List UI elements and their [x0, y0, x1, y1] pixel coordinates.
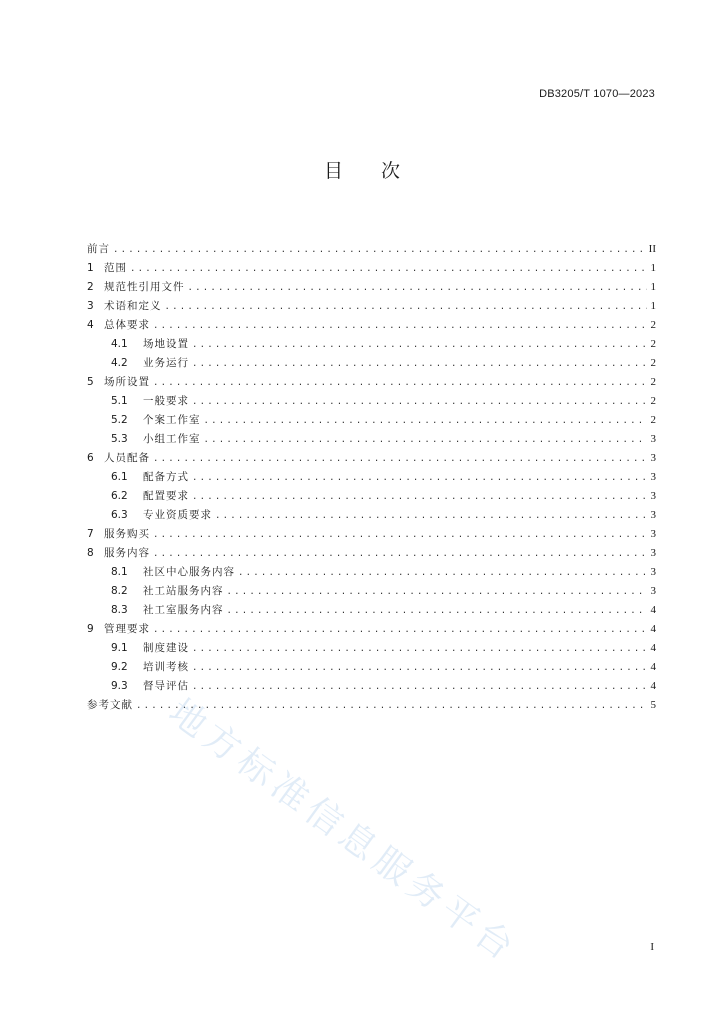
toc-entry-label: 社区中心服务内容: [143, 566, 235, 578]
toc-entry-number: 5.3: [111, 433, 128, 445]
toc-entry-page: 2: [650, 357, 656, 369]
toc-entry-label: 个案工作室: [143, 414, 201, 426]
toc-entry[interactable]: [87, 373, 656, 392]
toc-leader-dots: [153, 317, 647, 336]
toc-leader-dots: [192, 640, 647, 659]
toc-entry-label: 参考文献: [87, 699, 133, 711]
toc-entry[interactable]: [87, 259, 656, 278]
toc-title: [0, 156, 724, 183]
toc-entry-page: 4: [650, 623, 656, 635]
toc-entry[interactable]: [87, 449, 656, 468]
toc-entry-page: 4: [650, 661, 656, 673]
toc-leader-dots: [153, 374, 647, 393]
toc-leader-dots: [192, 469, 647, 488]
toc-entry-label: 配置要求: [143, 490, 189, 502]
toc-entry-label: 小组工作室: [143, 433, 201, 445]
toc-entry-number: 8.1: [111, 566, 128, 578]
toc-entry-page: 5: [650, 699, 656, 711]
toc-entry-page: 3: [650, 547, 656, 559]
toc-entry-number: 1: [87, 262, 94, 274]
toc-entry-label: 社工站服务内容: [143, 585, 224, 597]
toc-leader-dots: [113, 241, 646, 260]
toc-leader-dots: [227, 583, 648, 602]
toc-leader-dots: [136, 697, 647, 716]
toc-entry[interactable]: [87, 354, 656, 373]
toc-leader-dots: [204, 431, 648, 450]
toc-leader-dots: [192, 678, 647, 697]
toc-entry[interactable]: [87, 278, 656, 297]
toc-entry[interactable]: [87, 506, 656, 525]
toc-entry-label: 一般要求: [143, 395, 189, 407]
toc-entry-number: 6.1: [111, 471, 128, 483]
toc-entry-number: 8: [87, 547, 94, 559]
toc-leader-dots: [165, 298, 648, 317]
toc-entry-label: 督导评估: [143, 680, 189, 692]
toc-entry-number: 4.1: [111, 338, 128, 350]
toc-entry-number: 9.3: [111, 680, 128, 692]
toc-entry-number: 5.1: [111, 395, 128, 407]
toc-entry-label: 前言: [87, 243, 110, 255]
toc-leader-dots: [153, 450, 647, 469]
toc-entry[interactable]: [87, 544, 656, 563]
toc-entry-number: 6: [87, 452, 94, 464]
toc-entry-page: II: [648, 243, 656, 255]
toc-entry-label: 场地设置: [143, 338, 189, 350]
toc-entry-number: 5: [87, 376, 94, 388]
toc-entry[interactable]: [87, 411, 656, 430]
toc-entry-page: 3: [650, 528, 656, 540]
toc-entry-page: 2: [650, 338, 656, 350]
toc-entry-label: 术语和定义: [104, 300, 162, 312]
toc-entry-number: 6.2: [111, 490, 128, 502]
toc-entry-page: 2: [650, 376, 656, 388]
toc-entry-page: 3: [650, 509, 656, 521]
toc-entry[interactable]: [87, 677, 656, 696]
toc-leader-dots: [215, 507, 647, 526]
toc-entry-page: 4: [650, 604, 656, 616]
toc-entry-label: 社工室服务内容: [143, 604, 224, 616]
toc-entry-label: 服务内容: [104, 547, 150, 559]
toc-entry[interactable]: [87, 525, 656, 544]
toc-leader-dots: [153, 545, 647, 564]
toc-entry-page: 1: [650, 262, 656, 274]
toc-leader-dots: [153, 621, 647, 640]
toc-entry-page: 4: [650, 680, 656, 692]
toc-leader-dots: [192, 336, 647, 355]
toc-entry[interactable]: [87, 430, 656, 449]
toc-entry-page: 3: [650, 566, 656, 578]
toc-entry[interactable]: [87, 240, 656, 259]
toc-leader-dots: [192, 659, 647, 678]
toc-entry-number: 7: [87, 528, 94, 540]
toc-entry-number: 9.2: [111, 661, 128, 673]
toc-leader-dots: [188, 279, 648, 298]
page-number: I: [650, 941, 654, 953]
toc-entry-page: 3: [650, 433, 656, 445]
toc-leader-dots: [204, 412, 648, 431]
toc-entry-label: 人员配备: [104, 452, 150, 464]
toc-entry[interactable]: [87, 316, 656, 335]
toc-entry[interactable]: [87, 620, 656, 639]
toc-entry[interactable]: [87, 696, 656, 715]
toc-entry-page: 1: [650, 281, 656, 293]
toc-entry[interactable]: [87, 601, 656, 620]
toc-entry-label: 制度建设: [143, 642, 189, 654]
toc-entry[interactable]: [87, 563, 656, 582]
toc-entry-page: 3: [650, 471, 656, 483]
toc-entry-number: 2: [87, 281, 94, 293]
toc-title-char-2: 次: [381, 160, 401, 182]
toc-entry-page: 2: [650, 319, 656, 331]
toc-leader-dots: [192, 355, 647, 374]
toc-entry-number: 8.2: [111, 585, 128, 597]
toc-entry-page: 4: [650, 642, 656, 654]
toc-entry-label: 管理要求: [104, 623, 150, 635]
toc-entry-page: 2: [650, 395, 656, 407]
toc-entry[interactable]: [87, 658, 656, 677]
toc-entry-label: 范围: [104, 262, 127, 274]
toc-entry-label: 专业资质要求: [143, 509, 212, 521]
toc-leader-dots: [192, 488, 647, 507]
toc-leader-dots: [227, 602, 648, 621]
toc-entry[interactable]: [87, 335, 656, 354]
toc-title-char-1: 目: [323, 160, 343, 182]
toc-entry[interactable]: [87, 487, 656, 506]
toc-entry-label: 总体要求: [104, 319, 150, 331]
toc-leader-dots: [130, 260, 647, 279]
toc-entry-label: 规范性引用文件: [104, 281, 185, 293]
toc-entry-number: 8.3: [111, 604, 128, 616]
toc-entry-number: 9.1: [111, 642, 128, 654]
document-code: DB3205/T 1070—2023: [539, 88, 655, 100]
toc-entry-label: 培训考核: [143, 661, 189, 673]
toc-entry-number: 5.2: [111, 414, 128, 426]
toc-leader-dots: [238, 564, 647, 583]
toc-entry[interactable]: [87, 639, 656, 658]
toc-entry-number: 4: [87, 319, 94, 331]
toc-entry[interactable]: [87, 392, 656, 411]
toc-entry-label: 配备方式: [143, 471, 189, 483]
toc-entry-label: 服务购买: [104, 528, 150, 540]
toc-entry-page: 3: [650, 452, 656, 464]
toc-leader-dots: [192, 393, 647, 412]
toc-entry-label: 业务运行: [143, 357, 189, 369]
watermark: 地方标准信息服务平台: [161, 691, 526, 972]
toc-entry-page: 1: [650, 300, 656, 312]
toc-leader-dots: [153, 526, 647, 545]
toc-entry[interactable]: [87, 468, 656, 487]
toc-entry-page: 3: [650, 585, 656, 597]
toc-entry-page: 2: [650, 414, 656, 426]
toc-entry-number: 9: [87, 623, 94, 635]
toc-entry-page: 3: [650, 490, 656, 502]
toc-entry-number: 3: [87, 300, 94, 312]
toc-entry-number: 6.3: [111, 509, 128, 521]
toc-entry-number: 4.2: [111, 357, 128, 369]
toc-entry[interactable]: [87, 582, 656, 601]
toc-entry-label: 场所设置: [104, 376, 150, 388]
table-of-contents: [87, 240, 656, 715]
toc-entry[interactable]: [87, 297, 656, 316]
